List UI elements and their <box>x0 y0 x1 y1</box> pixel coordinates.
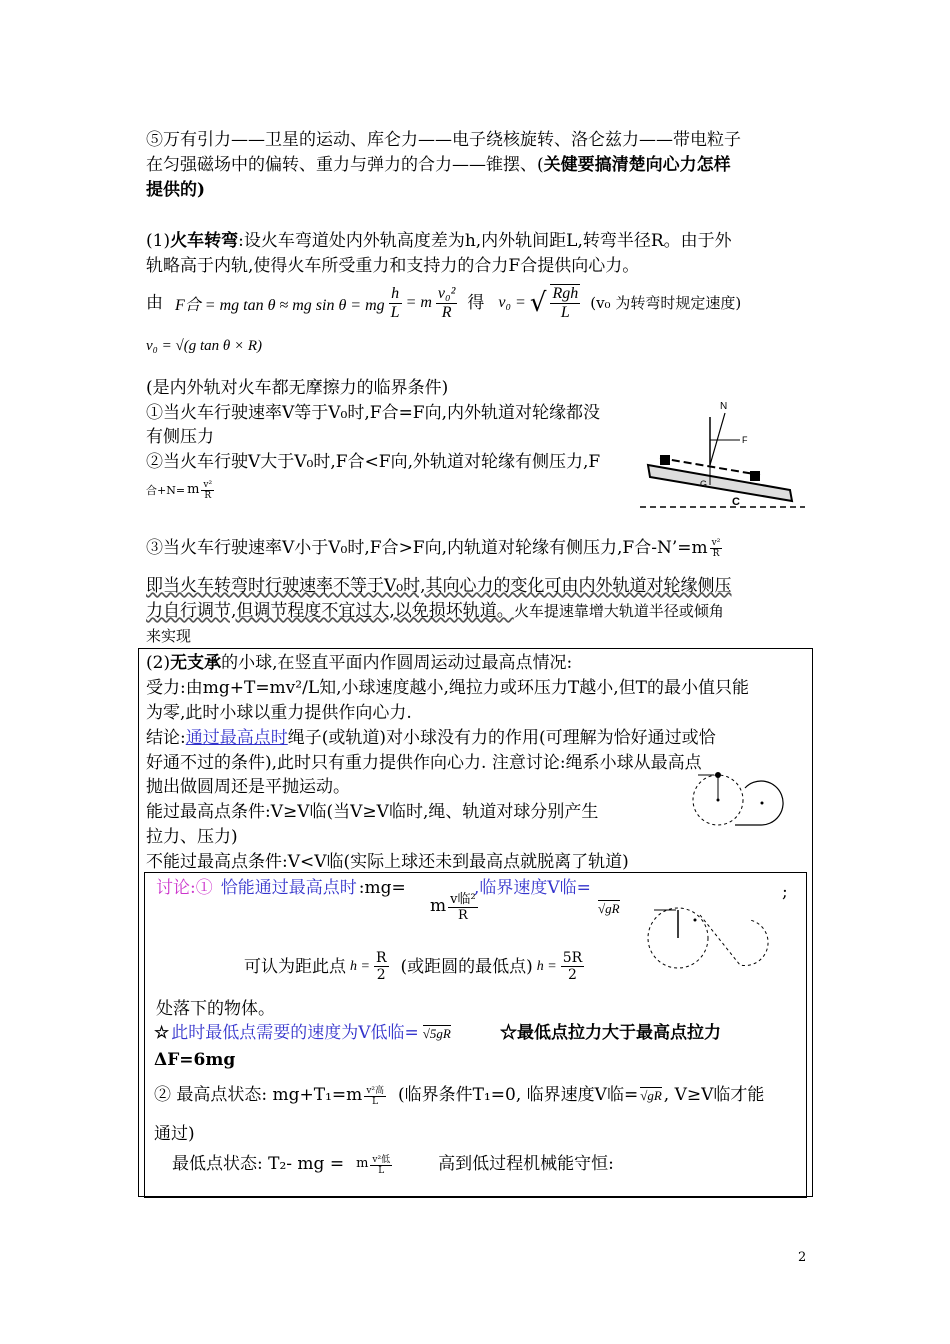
equation-train: 由 F合 = mg tan θ ≈ mg sin θ = mg $\frac{h}{L}$ = m $\frac{\text{v₀²}}{R}$ 得 v₀ = √ $\frac{\text{Rgh}}{L}$ (v₀ 为转弯时规定速度) <box>146 284 742 321</box>
vertical-circle-diagram <box>670 770 800 830</box>
discussion-line: 讨论:① 恰能通过最高点时 :mg= <box>156 878 406 898</box>
text-line: 合+N= m $\frac{\text{v²}}{R}$ <box>146 479 213 501</box>
text-line: ΔF=6mg <box>154 1050 236 1070</box>
text-line: 受力:由mg+T=mv²/L知,小球速度越小,绳拉力或环压力T越小,但T的最小值只能 <box>146 678 750 698</box>
svg-text:C: C <box>732 496 740 508</box>
text-line: ①当火车行驶速率V等于V₀时,F合=F向,内外轨道对轮缘都没 <box>146 403 601 423</box>
train-heading: (1)火车转弯:设火车弯道处内外轨高度差为h,内外轨间距L,转弯半径R。由于外 <box>146 231 732 251</box>
page-number: 2 <box>798 1250 807 1265</box>
train-force-diagram <box>640 395 810 517</box>
text-line: 能过最高点条件:V≥V临(当V≥V临时,绳、轨道对球分别产生 <box>146 802 599 822</box>
text-line: 拉力、压力) <box>146 827 238 847</box>
text-line: ③当火车行驶速率V小于V₀时,F合>F向,内轨道对轮缘有侧压力,F合-N’=m $\frac{\text{v²}}{R}$ <box>146 537 721 559</box>
text-semicolon: ; <box>782 882 788 902</box>
loop-diagram <box>640 900 800 980</box>
discussion-note: ☆最低点拉力大于最高点拉力 <box>500 1023 721 1043</box>
text-line: 力自行调节,但调节程度不宜过大,以免损坏轨道。火车提速靠增大轨道半径或倾角 <box>146 601 724 621</box>
text-line: (是内外轨对火车都无摩擦力的临界条件) <box>146 378 449 398</box>
svg-text:N: N <box>720 401 728 412</box>
text-line: 结论:通过最高点时绳子(或轨道)对小球没有力的作用(可理解为恰好通过或恰 <box>146 728 716 748</box>
svg-text:G: G <box>700 479 708 489</box>
svg-text:F: F <box>742 435 748 445</box>
text-line: 处落下的物体。 <box>156 999 275 1019</box>
critical-formula: m $\frac{\text{v临²}}{R}$ <box>430 888 478 923</box>
text-line: 提供的) <box>146 180 206 200</box>
text-line: 通过) <box>154 1124 195 1144</box>
text-line: 轨略高于内轨,使得火车所受重力和支持力的合力F合提供向心力。 <box>146 256 640 276</box>
text-line: ②当火车行驶V大于V₀时,F合<F向,外轨道对轮缘有侧压力,F <box>146 452 601 472</box>
discussion-line: 最低点状态: T₂- mg = m $\frac{\text{v²低}}{L}$ 高到低过程机械能守恒: <box>172 1154 614 1176</box>
discussion-line: ② 最高点状态: mg+T₁=m $\frac{\text{v²高}}{L}$ (临界条件T₁=0, 临界速度V临= √gR , V≥V临才能 <box>154 1085 765 1107</box>
text-line: 在匀强磁场中的偏转、重力与弹力的合力——锥摆、(关健要搞清楚向心力怎样 <box>146 155 731 175</box>
critical-speed-label: ,临界速度V临= <box>474 878 591 898</box>
text-line: 为零,此时小球以重力提供作向心力. <box>146 703 412 723</box>
ball-heading: (2)无支承的小球,在竖直平面内作圆周运动过最高点情况: <box>146 653 573 673</box>
critical-speed-value: √gR <box>598 901 620 916</box>
text-line: 即当火车转弯时行驶速率不等于V₀时,其向心力的变化可由内外轨道对轮缘侧压 <box>146 576 732 596</box>
equation-v0: v₀ = √(g tan θ × R) <box>146 338 263 354</box>
height-formula: 可认为距此点 h = $\frac{R}{2}$ (或距圆的最低点) h = $\frac{5R}{2}$ <box>244 950 583 983</box>
text-line: 有侧压力 <box>146 427 214 447</box>
discussion-line: ☆ 此时最低点需要的速度为V低临= √5gR <box>154 1023 451 1043</box>
text-line: 抛出做圆周还是平抛运动。 <box>146 777 350 797</box>
text-line: ⑤万有引力——卫星的运动、库仑力——电子绕核旋转、洛仑兹力——带电粒子 <box>146 130 741 150</box>
text-line: 好通不过的条件),此时只有重力提供作向心力. 注意讨论:绳系小球从最高点 <box>146 753 702 773</box>
text-line: 不能过最高点条件:V<V临(实际上球还未到最高点就脱离了轨道) <box>146 852 629 872</box>
text-line: 来实现 <box>146 627 192 645</box>
